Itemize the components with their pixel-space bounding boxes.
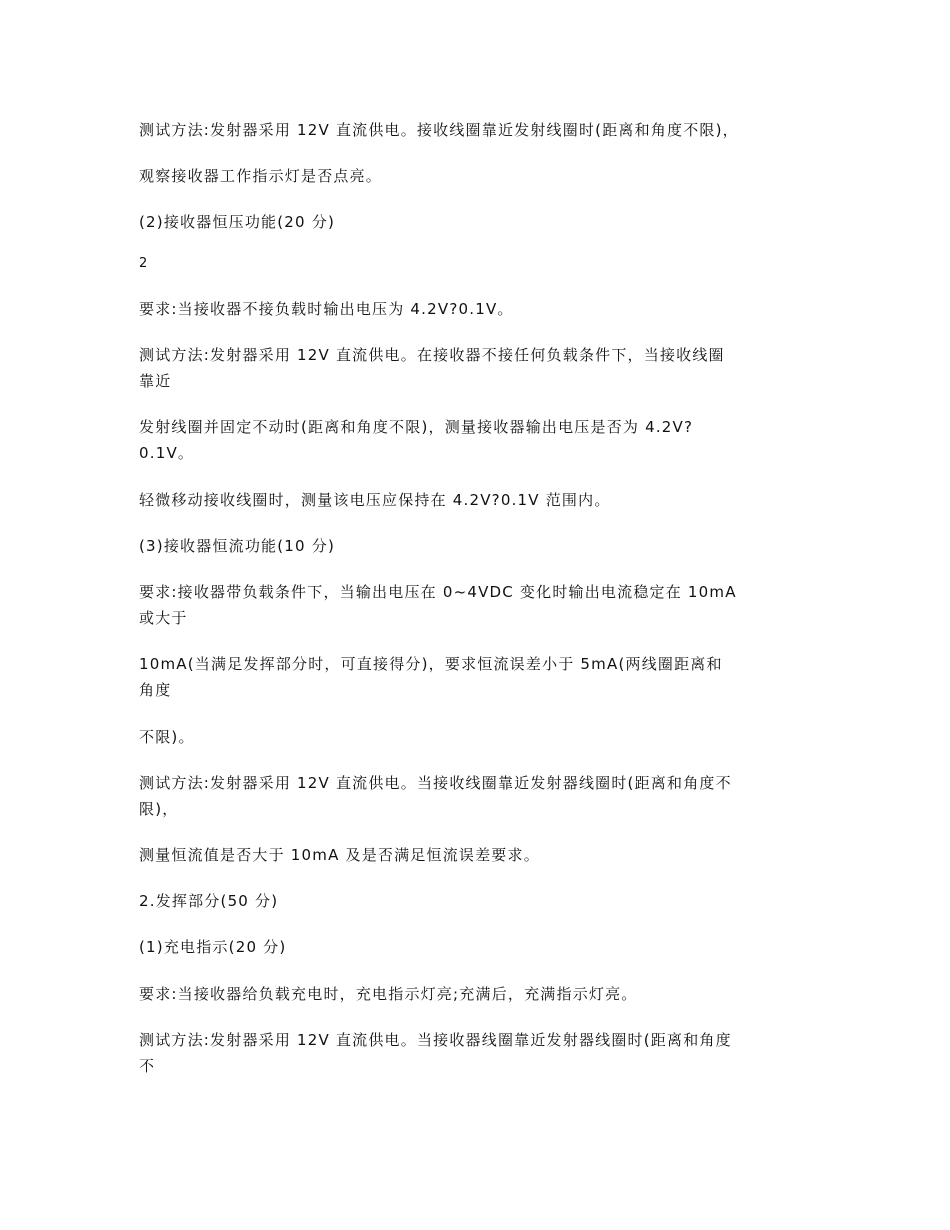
text-line: 靠近 [139, 372, 172, 390]
page-number: 2 [139, 256, 149, 271]
text-line: 要求:当接收器不接负载时输出电压为 4.2V?0.1V。 [139, 300, 514, 318]
section-heading: (1)充电指示(20 分) [139, 938, 287, 956]
text-line: 不 [139, 1057, 156, 1075]
text-line: 要求:接收器带负载条件下，当输出电压在 0~4VDC 变化时输出电流稳定在 10mA [139, 583, 737, 601]
section-heading: (3)接收器恒流功能(10 分) [139, 537, 336, 555]
text-line: 测试方法:发射器采用 12V 直流供电。当接收线圈靠近发射器线圈时(距离和角度不 [139, 774, 732, 792]
section-heading: (2)接收器恒压功能(20 分) [139, 213, 336, 231]
text-line: 测量恒流值是否大于 10mA 及是否满足恒流误差要求。 [139, 846, 540, 864]
text-line: 测试方法:发射器采用 12V 直流供电。接收线圈靠近发射线圈时(距离和角度不限)， [139, 121, 739, 139]
text-line: 发射线圈并固定不动时(距离和角度不限)，测量接收器输出电压是否为 4.2V? [139, 418, 694, 436]
text-line: 要求:当接收器给负载充电时，充电指示灯亮;充满后，充满指示灯亮。 [139, 985, 638, 1003]
section-heading: 2.发挥部分(50 分) [139, 892, 279, 910]
text-line: 角度 [139, 681, 172, 699]
text-line: 限)， [139, 800, 179, 818]
text-line: 测试方法:发射器采用 12V 直流供电。在接收器不接任何负载条件下，当接收线圈 [139, 346, 725, 364]
text-line: 测试方法:发射器采用 12V 直流供电。当接收器线圈靠近发射器线圈时(距离和角度 [139, 1031, 732, 1049]
text-line: 0.1V。 [139, 444, 195, 462]
text-line: 轻微移动接收线圈时，测量该电压应保持在 4.2V?0.1V 范围内。 [139, 491, 611, 509]
text-line: 10mA(当满足发挥部分时，可直接得分)，要求恒流误差小于 5mA(两线圈距离和 [139, 655, 723, 673]
text-line: 观察接收器工作指示灯是否点亮。 [139, 167, 383, 185]
text-line: 不限)。 [139, 728, 195, 746]
text-line: 或大于 [139, 609, 188, 627]
